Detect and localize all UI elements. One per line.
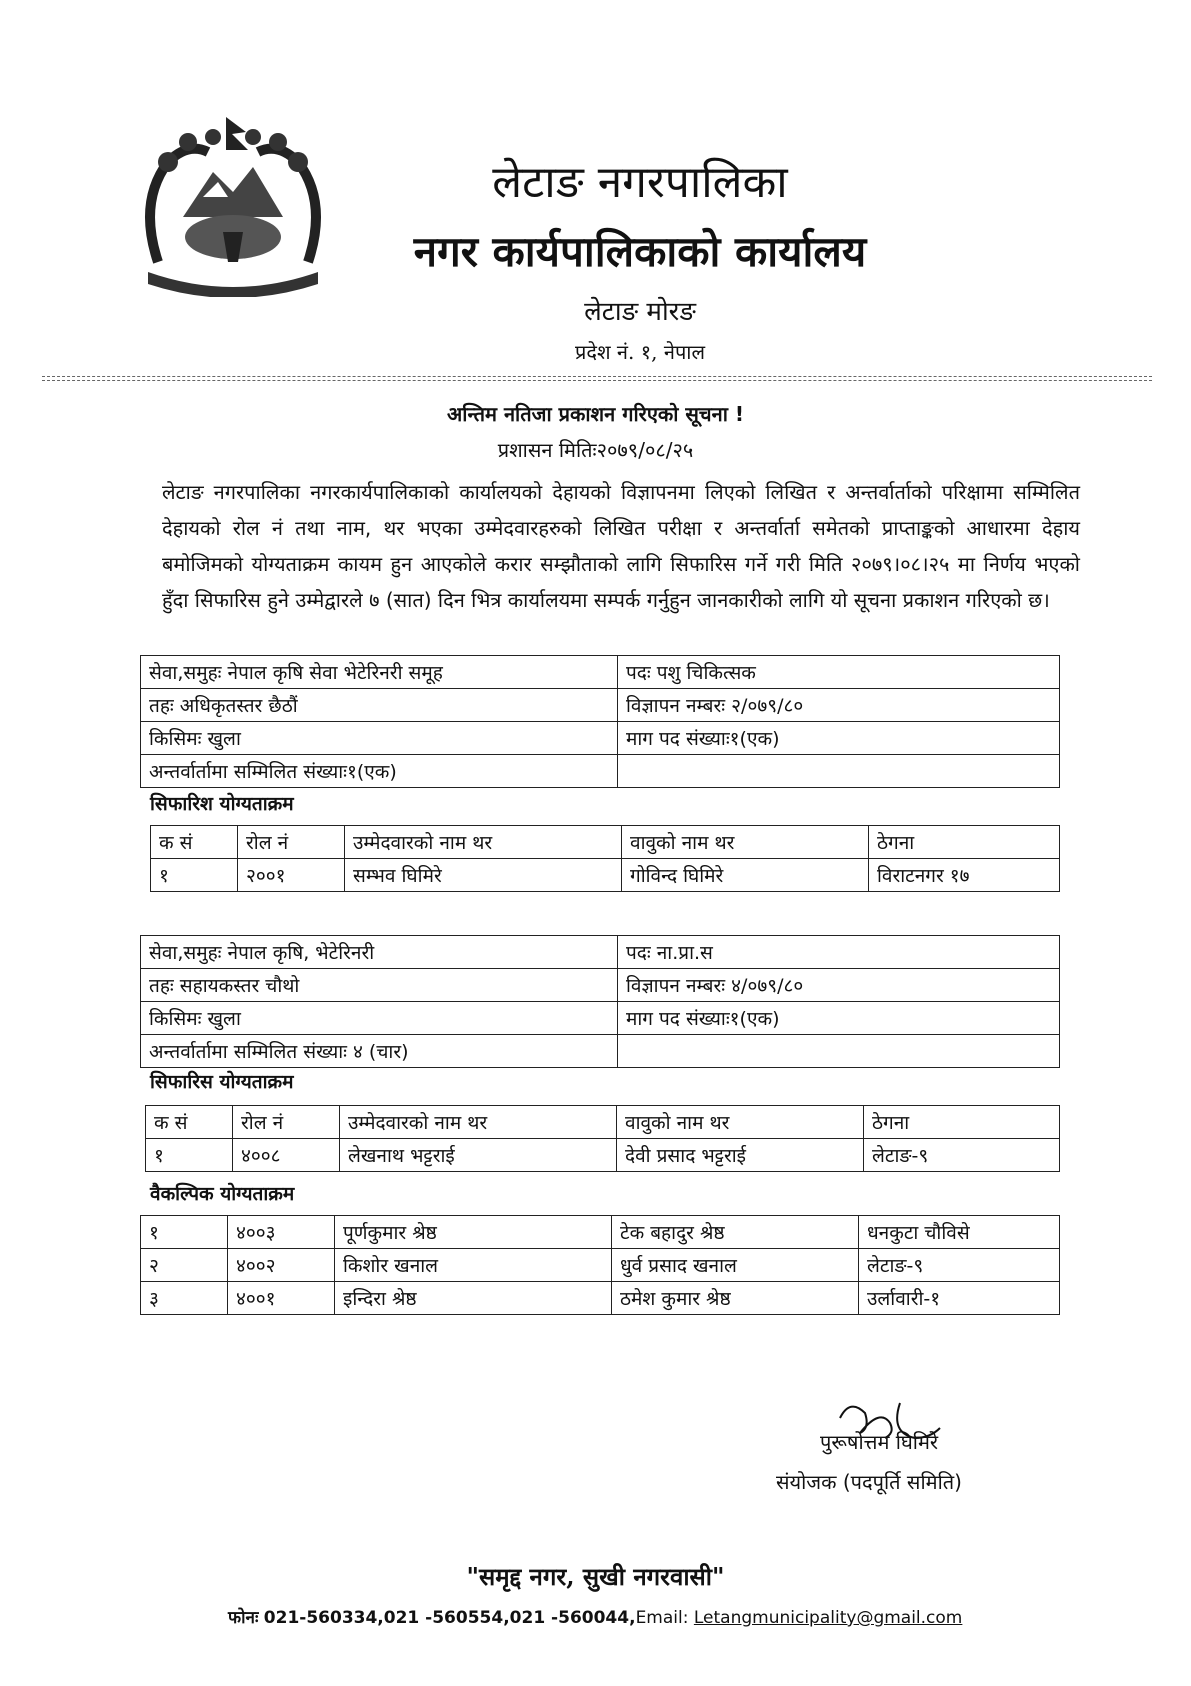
table-row: १ ४००८ लेखनाथ भट्टराई देवी प्रसाद भट्टराई लेटाङ-९ bbox=[146, 1139, 1060, 1172]
table-row: अन्तर्वार्तामा सम्मिलित संख्याः१(एक) bbox=[141, 755, 1060, 788]
municipality-name: लेटाङ नगरपालिका bbox=[492, 157, 788, 208]
notice-body: लेटाङ नगरपालिका नगरकार्यपालिकाको कार्यालयको देहायको विज्ञापनमा लिएको लिखित र अन्तर्वार्ताको परिक्षामा सम्मिलित देहायको रोल नं तथा नाम, थर भएका उम्मेदवारहरुको लिखित परीक्षा र अन्तर्वार्ता समेतको प्राप्ताङ्कको आधारमा देहाय बमोजिमको योग्यताक्रम कायम हुन आएकोले करार सम्झौताको लागि सिफारिस गर्ने गरी मिति २०७९।०८।२५ मा निर्णय भएको हुँदा सिफारिस हुने उम्मेद्वारले ७ (सात) दिन भित्र कार्यालयमा सम्पर्क गर्नुहुन जानकारीको लागि यो सूचना प्रकाशन गरिएको छ। bbox=[162, 480, 1080, 612]
email-label: Email: bbox=[635, 1608, 689, 1628]
motto: "समृद्द नगर, सुखी नगरवासी" bbox=[466, 1562, 725, 1591]
alternate-table bbox=[140, 1215, 1060, 1315]
table-row: १ ४००३ पूर्णकुमार श्रेष्ठ टेक बहादुर श्रेष्ठ धनकुटा चौविसे bbox=[141, 1216, 1060, 1249]
table-row: २ ४००२ किशोर खनाल धुर्व प्रसाद खनाल लेटाङ-९ bbox=[141, 1249, 1060, 1282]
recommendation-table-2 bbox=[145, 1105, 1060, 1172]
post-info-table-1 bbox=[140, 655, 1060, 788]
contact-line bbox=[228, 1605, 962, 1628]
email-link[interactable]: Letangmunicipality@gmail.com bbox=[693, 1608, 963, 1628]
notice-title: अन्तिम नतिजा प्रकाशन गरिएको सूचना ! bbox=[447, 402, 744, 426]
table-row: सेवा,समुहः नेपाल कृषि, भेटेरिनरी पदः ना.प्रा.स bbox=[141, 936, 1060, 969]
signatory-name: पुरूषोत्तम घिमिरे bbox=[820, 1430, 939, 1454]
signatory-title: संयोजक (पदपूर्ति समिति) bbox=[776, 1470, 962, 1494]
table-row: किसिमः खुला माग पद संख्याः१(एक) bbox=[141, 1002, 1060, 1035]
post-info-table-2 bbox=[140, 935, 1060, 1068]
table-row: ३ ४००१ इन्दिरा श्रेष्ठ ठमेश कुमार श्रेष्ठ उर्लावारी-१ bbox=[141, 1282, 1060, 1315]
office-location: लेटाङ मोरङ bbox=[584, 297, 696, 327]
recommendation-label-1: सिफारिश योग्यताक्रम bbox=[150, 793, 294, 815]
table-row: तहः सहायकस्तर चौथो विज्ञापन नम्बरः ४/०७९/८० bbox=[141, 969, 1060, 1002]
nepal-emblem-icon bbox=[128, 112, 338, 297]
office-name: नगर कार्यपालिकाको कार्यालय bbox=[413, 227, 867, 276]
table-row: अन्तर्वार्तामा सम्मिलित संख्याः ४ (चार) bbox=[141, 1035, 1060, 1068]
notice-date: प्रशासन मितिः२०७९/०८/२५ bbox=[497, 438, 694, 462]
divider bbox=[42, 380, 1152, 381]
table-row: सेवा,समुहः नेपाल कृषि सेवा भेटेरिनरी समूह पदः पशु चिकित्सक bbox=[141, 656, 1060, 689]
recommendation-label-2: सिफारिस योग्यताक्रम bbox=[150, 1071, 294, 1093]
phone-numbers: 021-560334,021 -560554,021 -560044, bbox=[263, 1608, 636, 1628]
alternate-label: वैकल्पिक योग्यताक्रम bbox=[150, 1183, 295, 1205]
recommendation-table-1 bbox=[150, 825, 1060, 892]
divider bbox=[42, 376, 1152, 377]
table-header-row: क सं रोल नं उम्मेदवारको नाम थर वावुको नाम थर ठेगना bbox=[151, 826, 1060, 859]
phone-label: फोनः bbox=[228, 1608, 259, 1628]
table-row: तहः अधिकृतस्तर छैठौं विज्ञापन नम्बरः २/०७९/८० bbox=[141, 689, 1060, 722]
province-line: प्रदेश नं. १, नेपाल bbox=[574, 340, 706, 364]
table-row: किसिमः खुला माग पद संख्याः१(एक) bbox=[141, 722, 1060, 755]
table-header-row: क सं रोल नं उम्मेदवारको नाम थर वावुको नाम थर ठेगना bbox=[146, 1106, 1060, 1139]
table-row: १ २००१ सम्भव घिमिरे गोविन्द घिमिरे विराटनगर १७ bbox=[151, 859, 1060, 892]
